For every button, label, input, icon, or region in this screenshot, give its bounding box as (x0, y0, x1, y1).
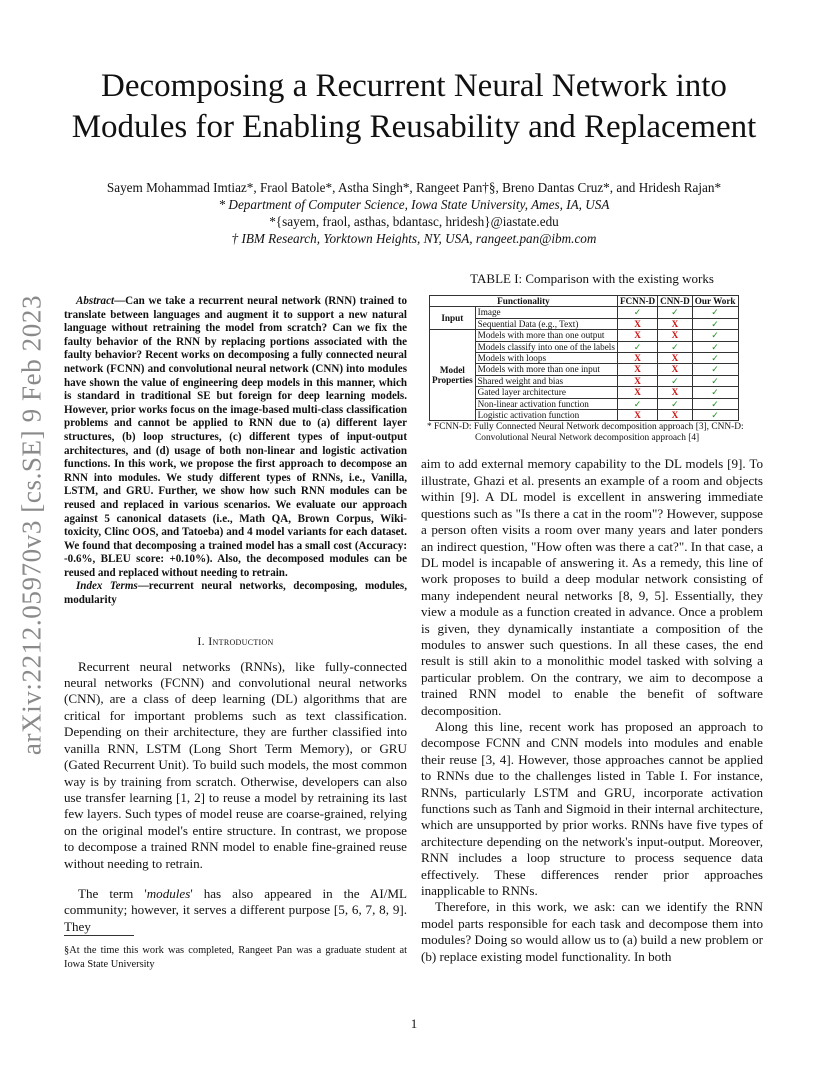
header-our-work: Our Work (692, 296, 738, 307)
title-line-1: Decomposing a Recurrent Neural Network into (101, 68, 727, 104)
check-mark: ✓ (617, 398, 657, 409)
affiliation-iowa-state: * Department of Computer Science, Iowa State University, Ames, IA, USA (218, 197, 610, 212)
author-block (40, 179, 788, 247)
index-terms-text: recurrent neural networks, decomposing, modules, modularity (64, 580, 407, 607)
comparison-table (429, 295, 739, 421)
section-number: I. (197, 633, 205, 648)
check-mark: ✓ (692, 398, 738, 409)
table-row (430, 387, 739, 398)
check-mark: ✓ (692, 318, 738, 329)
right-paragraph-3: Therefore, in this work, we ask: can we identify the RNN model parts responsible for each task and decompose them into modules? Doing so would allow us to (a) build a new problem or (b) replace existing model functionality. In both (421, 899, 763, 964)
header-fcnn-d: FCNN-D (617, 296, 657, 307)
index-terms-label: Index Terms (76, 580, 138, 593)
section-heading (64, 634, 407, 649)
check-mark: ✓ (692, 330, 738, 341)
arxiv-identifier-sidebar (8, 290, 56, 760)
row-label: Models with more than one input (475, 364, 617, 375)
table-header-row (430, 296, 739, 307)
abstract-label: Abstract (76, 295, 115, 307)
right-paragraph-1: aim to add external memory capability to the DL models [9]. To illustrate, Ghazi et al. presents an example of a room and objects within [9]. A DL model is excellent in answering immediate questions such as "Is there a cat in the room"? However, suppose a person often visits a room over many years and later ponders an indirect question, "How often was there a cat?". In that case, a DL model is incapable of answering it. As a remedy, this line of work proposes to build a deep modular network consisting of many independent neural networks [8, 9, 5]. Essentially, they view a module as a function created in advance. Once a problem is given, they dynamically instantiate a composition of the modules to answer such questions. In all these cases, the end result is still akin to a monolithic model tasked with solving a particular problem. On the contrary, we aim to decompose a trained RNN model to enable the benefit of software decomposition. (421, 456, 763, 718)
row-label: Non-linear activation function (475, 398, 617, 409)
table-note-line-1: * FCNN-D: Fully Connected Neural Network decomposition approach [3], CNN-D: (427, 422, 744, 433)
abstract-text: Can we take a recurrent neural network (RNN) trained to translate between languages and augment it to support a new natural language without retraining the model from scratch? Can we fix the faulty behavior of the RNN by replacing portions associated with the faulty behavior? Recent works on decomposing a fully connected neural network (FCNN) and convolutional neural network (CNN) into modules have shown the value of engineering deep models in this manner, which is standard in traditional SE but foreign for deep learning models. However, prior works focus on the image-based multi-class classification problems and cannot be applied to RNN due to (a) different layer structures, (b) loop structures, (c) different types of input-output architectures, and (d) usage of both non-linear and logistic activation functions. In this work, we propose the first approach to decompose an RNN into modules. We study different types of RNNs, i.e., Vanilla, LSTM, and GRU. Further, we show how such RNN modules can be reused and replaced in various scenarios. We evaluate our approach against 5 canonical datasets (i.e., Math QA, Brown Corpus, Wiki-toxicity, Clinc OOS, and Tatoeba) and 4 model variants for each dataset. We found that decomposing a trained model has a small cost (Accuracy: -0.6%, BLEU score: +0.10%). Also, the decomposed modules can be reused and replaced without needing to retrain. (64, 295, 407, 579)
table-row (430, 307, 739, 318)
cross-mark: X (658, 353, 693, 364)
section-title: Introduction (208, 633, 274, 648)
row-label: Sequential Data (e.g., Text) (475, 318, 617, 329)
check-mark: ✓ (692, 410, 738, 421)
table-row (430, 318, 739, 329)
group-input: Input (430, 307, 476, 330)
header-functionality: Functionality (430, 296, 618, 307)
table-row (430, 375, 739, 386)
author-emails: *{sayem, fraol, asthas, bdantasc, hridesh}@iastate.edu (269, 214, 559, 229)
cross-mark: X (658, 330, 693, 341)
cross-mark: X (617, 375, 657, 386)
check-mark: ✓ (692, 353, 738, 364)
check-mark: ✓ (692, 364, 738, 375)
title-line-2: Modules for Enabling Reusability and Replacement (71, 109, 757, 145)
cross-mark: X (617, 318, 657, 329)
cross-mark: X (658, 318, 693, 329)
table-row (430, 330, 739, 341)
check-mark: ✓ (692, 387, 738, 398)
cross-mark: X (617, 387, 657, 398)
table-caption: TABLE I: Comparison with the existing works (470, 271, 714, 286)
row-label: Shared weight and bias (475, 375, 617, 386)
check-mark: ✓ (692, 375, 738, 386)
table-row (430, 341, 739, 352)
cross-mark: X (617, 364, 657, 375)
cross-mark: X (658, 364, 693, 375)
check-mark: ✓ (692, 341, 738, 352)
page-number: 1 (410, 1016, 418, 1031)
index-terms: Index Terms—recurrent neural networks, decomposing, modules, modularity (64, 580, 407, 607)
check-mark: ✓ (658, 307, 693, 318)
group-model-label: Model (439, 364, 465, 375)
group-properties-label: Properties (432, 375, 473, 386)
affiliation-ibm: † IBM Research, Yorktown Heights, NY, USA, rangeet.pan@ibm.com (231, 231, 597, 246)
table-row (430, 364, 739, 375)
check-mark: ✓ (658, 375, 693, 386)
table-row (430, 353, 739, 364)
cross-mark: X (617, 410, 657, 421)
footnote-rule (64, 935, 134, 936)
check-mark: ✓ (617, 307, 657, 318)
table-note-line-2: Convolutional Neural Network decomposition approach [4] (475, 433, 700, 444)
table-row (430, 398, 739, 409)
right-paragraph-2: Along this line, recent work has proposed an approach to decompose FCNN and CNN models into modules and enable their reuse [3, 4]. However, those approaches cannot be applied to RNNs due to the challenges listed in Table I. For instance, RNNs, particularly LSTM and GRU, incorporate activation functions such as Tanh and Sigmoid in their internal architecture, which are unsupported by prior works. RNNs have five types of architecture depending on the network's input-output. Moreover, RNN includes a loop structure to process sequence data effectively. These differences render prior approaches inapplicable to RNNs. (421, 718, 763, 899)
footnote: §At the time this work was completed, Rangeet Pan was a graduate student at Iowa State University (64, 945, 407, 970)
cross-mark: X (617, 353, 657, 364)
header-cnn-d: CNN-D (658, 296, 693, 307)
abstract: Abstract—Can we take a recurrent neural network (RNN) trained to translate between languages and augment it to support a new natural language without retraining the model from scratch? Can we fix the faulty behavior of the RNN by replacing portions associated with the faulty behavior? Recent works on decomposing a fully connected neural network (FCNN) and convolutional neural network (CNN) into modules have shown the value of engineering deep models in this manner, which is standard in traditional SE but foreign for deep learning models. However, prior works focus on the image-based multi-class classification problems and cannot be applied to RNN due to (a) different layer structures, (b) loop structures, (c) different types of input-output architectures, and (d) usage of both non-linear and logistic activation functions. In this work, we propose the first approach to decompose an RNN into modules. We study different types of RNNs, i.e., Vanilla, LSTM, and GRU. Further, we show how such RNN modules can be reused and replaced in various scenarios. We evaluate our approach against 5 canonical datasets (i.e., Math QA, Brown Corpus, Wiki-toxicity, Clinc OOS, and Tatoeba) and 4 model variants for each dataset. We found that decomposing a trained model has a small cost (Accuracy: -0.6%, BLEU score: +0.10%). Also, the decomposed modules can be reused and replaced without needing to retrain. (64, 295, 407, 579)
row-label: Models with more than one output (475, 330, 617, 341)
cross-mark: X (658, 387, 693, 398)
right-column (421, 271, 763, 965)
arxiv-identifier: arXiv:2212.05970v3 [cs.SE] 9 Feb 2023 (16, 294, 47, 756)
paper-title (40, 66, 788, 148)
author-list: Sayem Mohammad Imtiaz*, Fraol Batole*, Astha Singh*, Rangeet Pan†§, Breno Dantas Cruz*, and Hridesh Rajan* (106, 180, 722, 195)
row-label: Models with loops (475, 353, 617, 364)
left-column (64, 295, 407, 935)
check-mark: ✓ (692, 307, 738, 318)
intro-p2-start: The term ' (78, 885, 147, 901)
row-label: Logistic activation function (475, 410, 617, 421)
check-mark: ✓ (658, 341, 693, 352)
row-label: Models classify into one of the labels (475, 341, 617, 352)
cross-mark: X (658, 410, 693, 421)
intro-p2-emphasis: modules (146, 885, 191, 901)
table-row (430, 410, 739, 421)
row-label: Image (475, 307, 617, 318)
intro-p2-end: ' has also appeared in the AI/ML community; however, it serves a different purpose [5, 6, 7, 8, 9]. They (64, 885, 407, 934)
check-mark: ✓ (658, 398, 693, 409)
check-mark: ✓ (617, 341, 657, 352)
intro-paragraph-1: Recurrent neural networks (RNNs), like fully-connected neural networks (FCNN) and convolutional neural networks (CNN), are a class of deep learning (DL) algorithms that are critical for important problems such as text classification. Depending on their architecture, they are further classified into vanilla RNN, LSTM (Long Short Term Memory), or GRU (Gated Recurrent Unit). To build such models, the most common way is by training from scratch. Otherwise, developers can also use transfer learning [1, 2] to reuse a model by retraining its last few layers. Such types of model reuse are coarse-grained, relying on the original model's entire structure. In contrast, we propose to decompose a trained RNN model to enable fine-grained reuse without needing to retrain. (64, 658, 407, 871)
intro-paragraph-2 (64, 886, 407, 935)
group-model-properties (430, 330, 476, 421)
row-label: Gated layer architecture (475, 387, 617, 398)
table-note (427, 422, 763, 444)
cross-mark: X (617, 330, 657, 341)
